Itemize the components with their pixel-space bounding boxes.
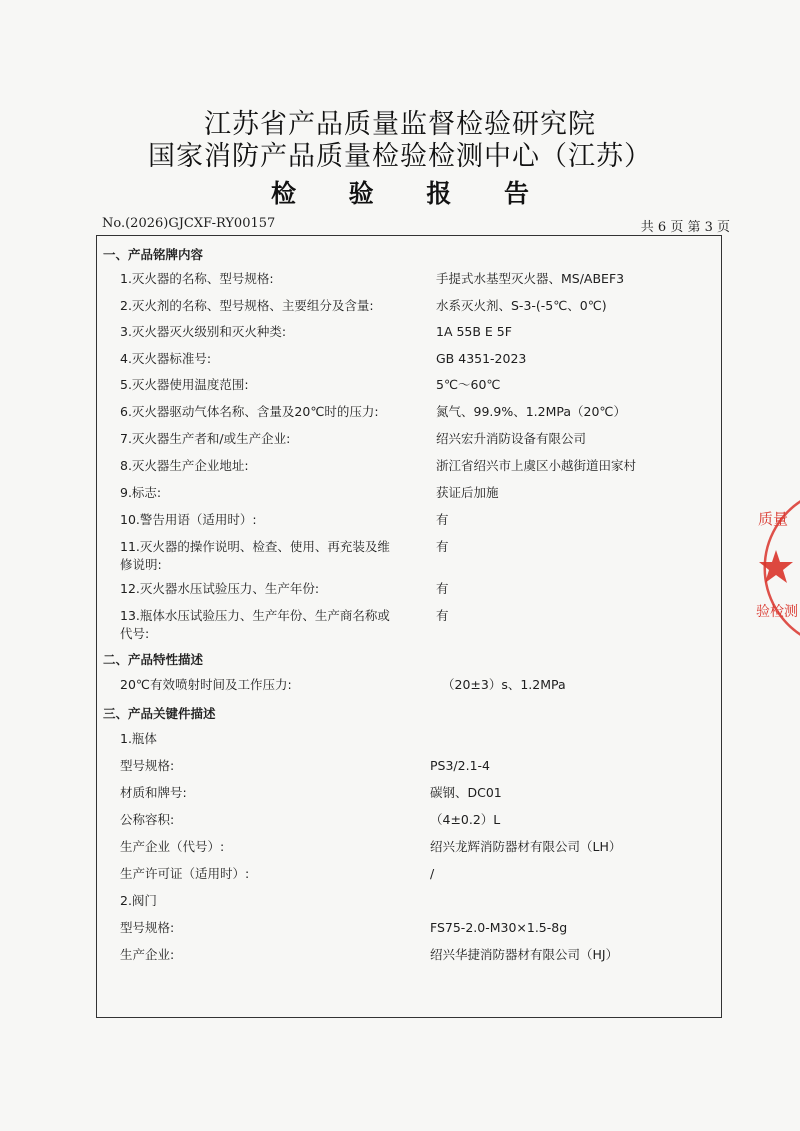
field-value: 获证后加施: [436, 485, 499, 500]
official-seal-stamp: [748, 488, 800, 648]
section-heading: 三、产品关键件描述: [103, 706, 216, 721]
field-label-text: 20℃有效喷射时间及工作压力:: [120, 677, 292, 692]
field-label: [120, 350, 420, 368]
field-label: [120, 538, 420, 574]
field-value: /: [430, 866, 435, 881]
field-value: 水系灭火剂、S-3-(-5℃、0℃): [436, 298, 607, 313]
field-value: 有: [436, 512, 449, 527]
org-name-line1: 江苏省产品质量监督检验研究院: [204, 109, 596, 140]
report-title: 检 验 报 告: [270, 179, 552, 208]
field-label: [120, 730, 420, 748]
field-label-text: 1.灭火器的名称、型号规格:: [120, 271, 274, 286]
stamp-text-bottom: 验检测: [756, 604, 798, 620]
page-indicator: 共 6 页 第 3 页: [640, 220, 730, 235]
field-label-text: 生产企业（代号）:: [120, 839, 225, 854]
field-label-text: 1.瓶体: [120, 731, 157, 746]
field-label-text: 2.灭火剂的名称、型号规格、主要组分及含量:: [120, 298, 374, 313]
field-label-text: 6.灭火器驱动气体名称、含量及20℃时的压力:: [120, 404, 379, 419]
field-label-text: 12.灭火器水压试验压力、生产年份:: [120, 581, 320, 596]
field-value: 有: [436, 539, 449, 554]
field-label: [120, 607, 420, 643]
field-label-text: 4.灭火器标准号:: [120, 351, 212, 366]
field-label: [120, 838, 420, 856]
field-label-text: 生产许可证（适用时）:: [120, 866, 250, 881]
section-heading: 二、产品特性描述: [103, 652, 204, 667]
field-label-text: 13.瓶体水压试验压力、生产年份、生产商名称或: [120, 608, 390, 623]
stamp-text-top: 质量: [758, 510, 789, 528]
field-label: [120, 457, 420, 475]
field-value: 绍兴华捷消防器材有限公司（HJ）: [430, 947, 619, 962]
field-label: [120, 865, 420, 883]
field-label: [120, 376, 420, 394]
field-label: [120, 676, 420, 694]
field-label: [120, 323, 420, 341]
field-value: 有: [436, 608, 449, 623]
field-value: 手提式水基型灭火器、MS/ABEF3: [436, 271, 625, 286]
field-label-continuation: 代号:: [120, 626, 150, 641]
field-label: [120, 784, 420, 802]
field-label-text: 2.阀门: [120, 893, 157, 908]
field-label: [120, 484, 420, 502]
field-label-text: 9.标志:: [120, 485, 162, 500]
field-label: [120, 297, 420, 315]
field-value: （4±0.2）L: [430, 812, 501, 827]
field-label: [120, 757, 420, 775]
field-value: GB 4351-2023: [436, 351, 527, 366]
field-value: 氮气、99.9%、1.2MPa（20℃）: [436, 404, 626, 419]
field-label-text: 8.灭火器生产企业地址:: [120, 458, 249, 473]
field-value: PS3/2.1-4: [430, 758, 490, 773]
field-label: [120, 580, 420, 598]
section-heading: 一、产品铭牌内容: [103, 247, 204, 262]
field-label-text: 材质和牌号:: [120, 785, 187, 800]
field-value: 浙江省绍兴市上虞区小越街道田家村: [436, 458, 637, 473]
field-label-text: 10.警告用语（适用时）:: [120, 512, 257, 527]
field-label-text: 生产企业:: [120, 947, 175, 962]
document-number: No.(2026)GJCXF-RY00157: [102, 216, 276, 231]
field-label: [120, 430, 420, 448]
field-value: 碳钢、DC01: [430, 785, 502, 800]
field-label-text: 型号规格:: [120, 920, 175, 935]
field-value: 1A 55B E 5F: [436, 324, 512, 339]
field-label: [120, 892, 420, 910]
field-value: 5℃～60℃: [436, 377, 501, 392]
field-value: （20±3）s、1.2MPa: [442, 677, 566, 692]
field-label: [120, 403, 420, 421]
field-value: FS75-2.0-M30×1.5-8g: [430, 920, 568, 935]
field-value: 绍兴龙辉消防器材有限公司（LH）: [430, 839, 622, 854]
field-label: [120, 811, 420, 829]
field-value: 绍兴宏升消防设备有限公司: [436, 431, 587, 446]
field-label: [120, 946, 420, 964]
field-label: [120, 270, 420, 288]
field-label: [120, 919, 420, 937]
field-label-text: 3.灭火器灭火级别和灭火种类:: [120, 324, 287, 339]
field-label-text: 5.灭火器使用温度范围:: [120, 377, 249, 392]
field-label-continuation: 修说明:: [120, 557, 162, 572]
field-label-text: 11.灭火器的操作说明、检查、使用、再充装及维: [120, 539, 390, 554]
field-label-text: 7.灭火器生产者和/或生产企业:: [120, 431, 291, 446]
field-label-text: 型号规格:: [120, 758, 175, 773]
field-label-text: 公称容积:: [120, 812, 175, 827]
field-value: 有: [436, 581, 449, 596]
field-label: [120, 511, 420, 529]
org-name-line2: 国家消防产品质量检验检测中心（江苏）: [148, 141, 652, 172]
